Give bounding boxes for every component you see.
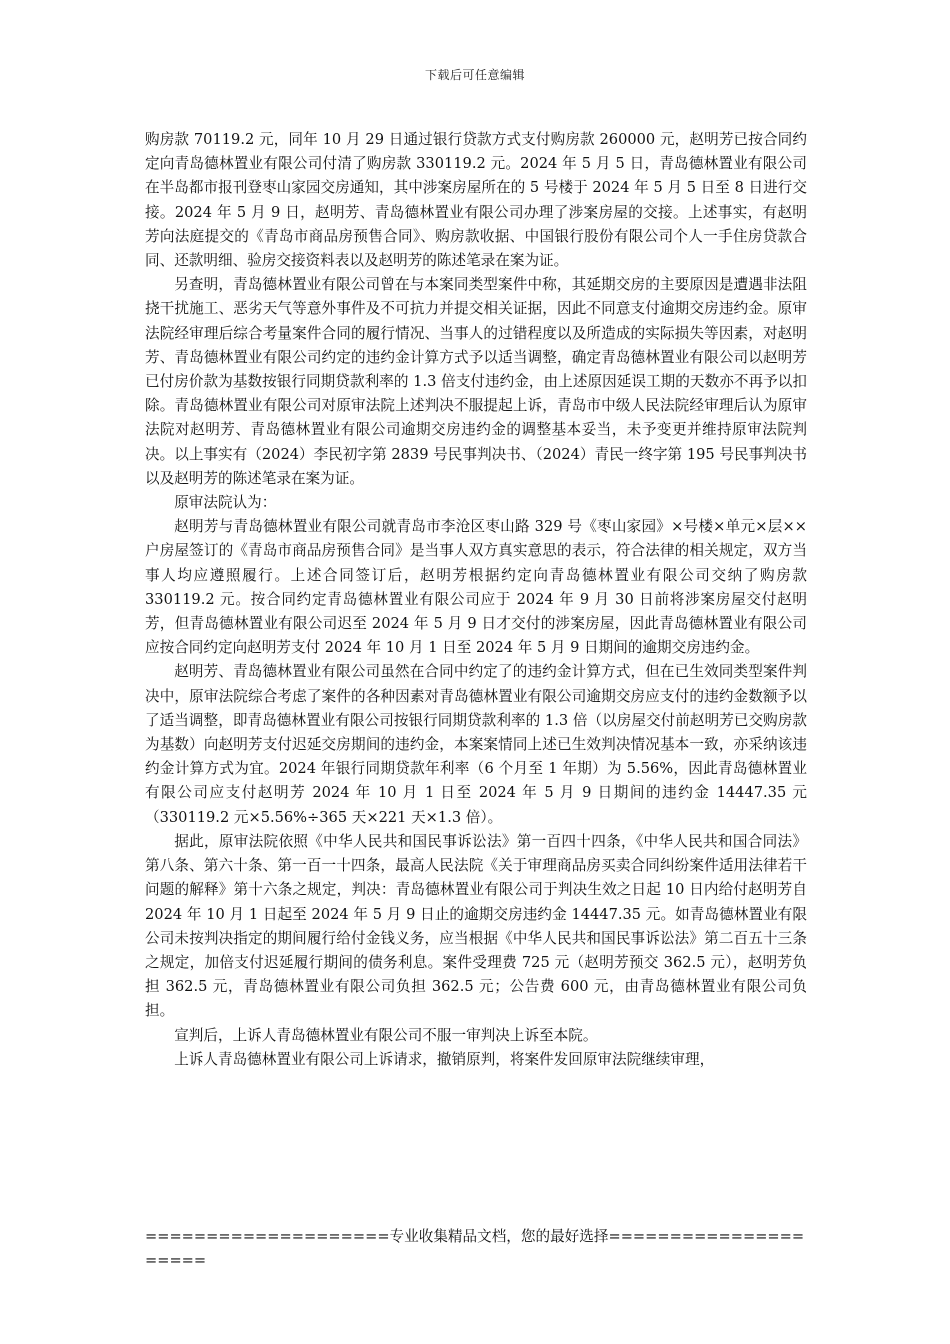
paragraph: 赵明芳、青岛德林置业有限公司虽然在合同中约定了的违约金计算方式，但在已生效同类型案件判决中，原审法院综合考虑了案件的各种因素对青岛德林置业有限公司逾期交房应支付的违约金数额予以了适当调整，即青岛德林置业有限公司按银行同期贷款利率的 1.3 倍（以房屋交付前赵明芳已交购房款为基数）向赵明芳支付迟延交房期间的违约金，本案案情同上述已生效判决情况基本一致，亦采纳该违约金计算方式为宜。2024 年银行同期贷款年利率（6 个月至 1 年期）为 5.56%，因此青岛德林置业有限公司应支付赵明芳 2024 年 10 月 1 日至 2024 年 5 月 9 日期间的违约金 14447.35 元（330119.2 元×5.56%÷365 天×221 天×1.3 倍）。	[145, 663, 807, 826]
paragraph: 原审法院认为：	[174, 494, 277, 512]
paragraph: 另查明，青岛德林置业有限公司曾在与本案同类型案件中称，其延期交房的主要原因是遭遇非法阻挠干扰施工、恶劣天气等意外事件及不可抗力并提交相关证据，因此不同意支付逾期交房违约金。原审法院经审理后综合考量案件合同的履行情况、当事人的过错程度以及所造成的实际损失等因素，对赵明芳、青岛德林置业有限公司约定的违约金计算方式予以适当调整，确定青岛德林置业有限公司以赵明芳已付房价款为基数按银行同期贷款利率的 1.3 倍支付违约金，由上述原因延误工期的天数亦不再予以扣除。青岛德林置业有限公司对原审法院上述判决不服提起上诉，青岛市中级人民法院经审理后认为原审法院对赵明芳、青岛德林置业有限公司逾期交房违约金的调整基本妥当，未予变更并维持原审法院判决。以上事实有（2024）李民初字第 2839 号民事判决书、（2024）青民一终字第 195 号民事判决书以及赵明芳的陈述笔录在案为证。	[145, 276, 807, 487]
document-body	[145, 128, 807, 1072]
paragraph: 上诉人青岛德林置业有限公司上诉请求，撤销原判，将案件发回原审法院继续审理，	[174, 1050, 715, 1068]
page-header: 下载后可任意编辑	[424, 68, 525, 82]
paragraph: 据此，原审法院依照《中华人民共和国民事诉讼法》第一百四十四条，《中华人民共和国合同法》第八条、第六十条、第一百一十四条，最高人民法院《关于审理商品房买卖合同纠纷案件适用法律若干问题的解释》第十六条之规定，判决：青岛德林置业有限公司于判决生效之日起 10 日内给付赵明芳自 2024 年 10 月 1 日起至 2024 年 5 月 9 日止的逾期交房违约金 14447.35 元。如青岛德林置业有限公司未按判决指定的期间履行给付金钱义务，应当根据《中华人民共和国民事诉讼法》第二百五十三条之规定，加倍支付迟延履行期间的债务利息。案件受理费 725 元（赵明芳预交 362.5 元），赵明芳负担 362.5 元，青岛德林置业有限公司负担 362.5 元；公告费 600 元，由青岛德林置业有限公司负担。	[145, 832, 807, 1020]
page-footer: ====================专业收集精品文档，您的最好选择=====================	[145, 1228, 805, 1269]
paragraph: 宣判后，上诉人青岛德林置业有限公司不服一审判决上诉至本院。	[174, 1026, 598, 1044]
paragraph: 赵明芳与青岛德林置业有限公司就青岛市李沧区枣山路 329 号《枣山家园》×号楼×单元×层××户房屋签订的《青岛市商品房预售合同》是当事人双方真实意思的表示，符合法律的相关规定，双方当事人均应遵照履行。上述合同签订后，赵明芳根据约定向青岛德林置业有限公司交纳了购房款 330119.2 元。按合同约定青岛德林置业有限公司应于 2024 年 9 月 30 日前将涉案房屋交付赵明芳，但青岛德林置业有限公司迟至 2024 年 5 月 9 日才交付的涉案房屋，因此青岛德林置业有限公司应按合同约定向赵明芳支付 2024 年 10 月 1 日至 2024 年 5 月 9 日期间的逾期交房违约金。	[145, 518, 807, 657]
paragraph: 购房款 70119.2 元，同年 10 月 29 日通过银行贷款方式支付购房款 260000 元，赵明芳已按合同约定向青岛德林置业有限公司付清了购房款 330119.2 元。2024 年 5 月 5 日，青岛德林置业有限公司在半岛都市报刊登枣山家园交房通知，其中涉案房屋所在的 5 号楼于 2024 年 5 月 5 日至 8 日进行交接。2024 年 5 月 9 日，赵明芳、青岛德林置业有限公司办理了涉案房屋的交接。上述事实，有赵明芳向法庭提交的《青岛市商品房预售合同》、购房款收据、中国银行股份有限公司个人一手住房贷款合同、还款明细、验房交接资料表以及赵明芳的陈述笔录在案为证。	[145, 131, 807, 270]
